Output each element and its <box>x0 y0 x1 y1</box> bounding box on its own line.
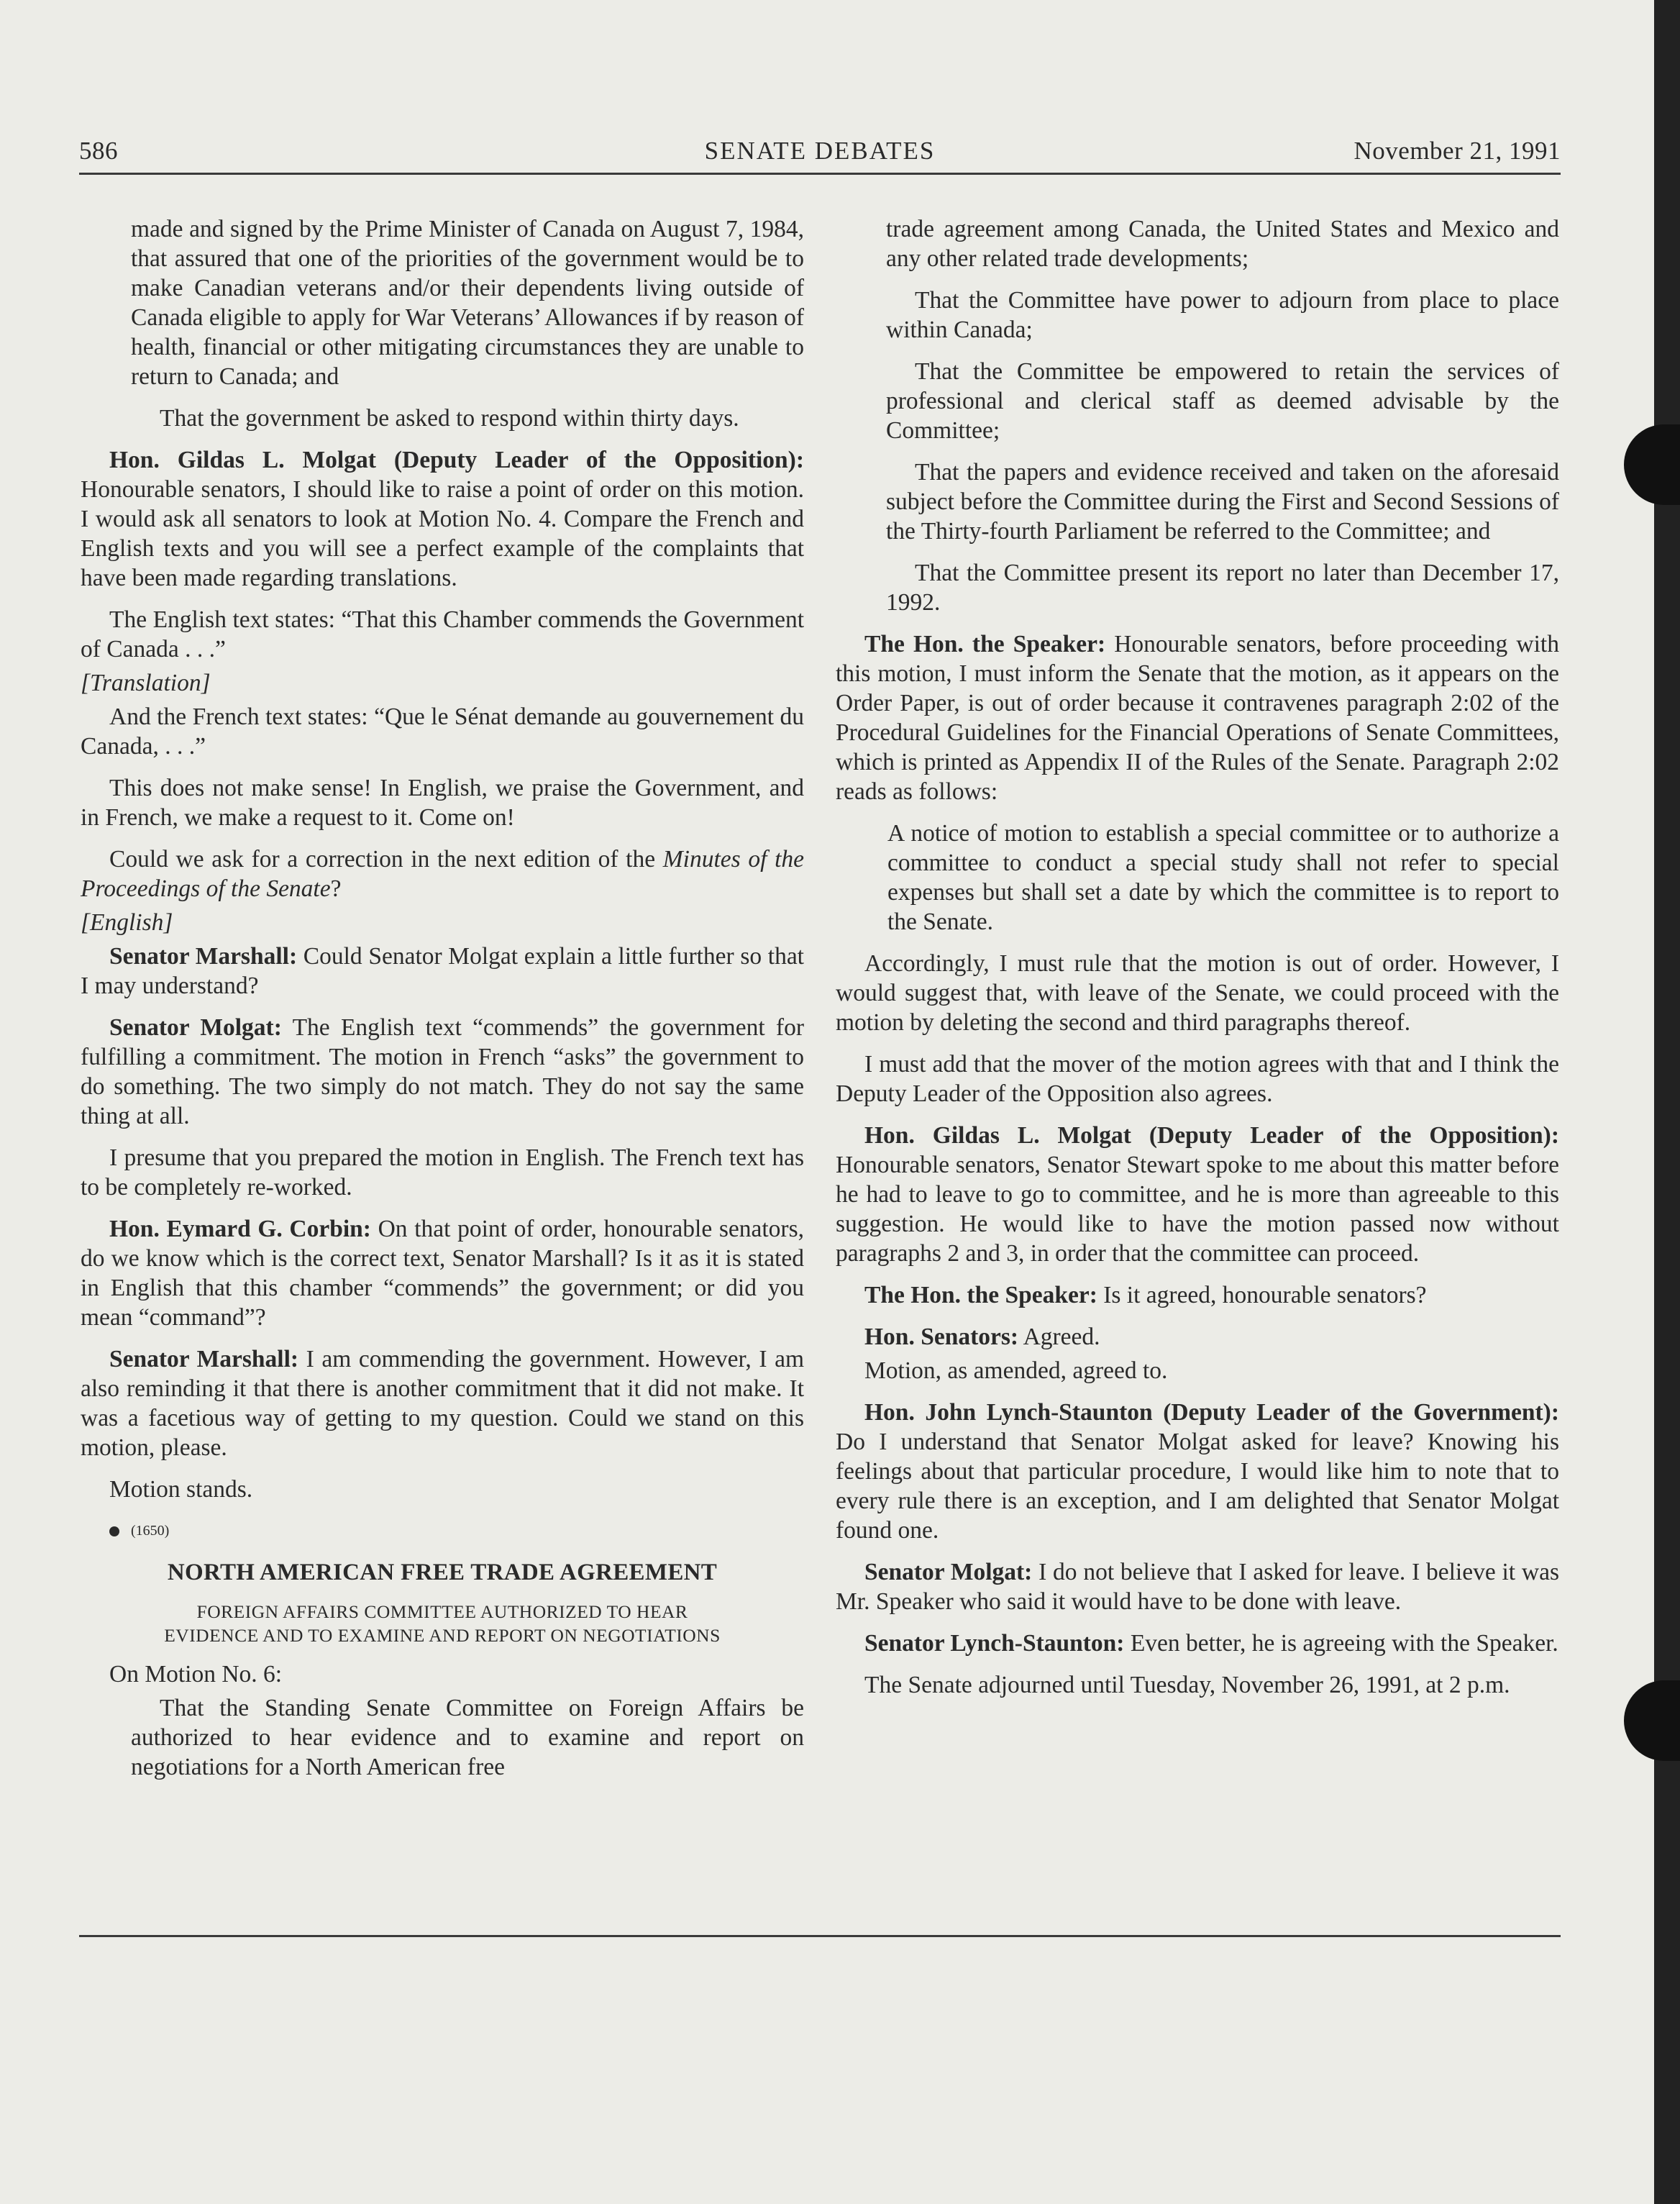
punch-hole <box>1624 424 1680 505</box>
motion-text: That the Committee present its report no later than December 17, 1992. <box>886 560 1559 616</box>
speech-paragraph: Accordingly, I must rule that the motion is out of order. However, I would suggest that, with leave of the Senate, we could proceed with the motion by deleting the second and third paragraphs thereof. <box>836 950 1559 1036</box>
header-date: November 21, 1991 <box>1353 137 1561 165</box>
speech-paragraph: Hon. John Lynch-Staunton (Deputy Leader of the Government): Do I understand that Senator Molgat asked for leave? Knowing his feelings about that particular procedure, I would like him to note that to every rule there is an exception, and I am delighted that Senator Molgat found one. <box>836 1399 1559 1544</box>
motion-text: made and signed by the Prime Minister of Canada on August 7, 1984, that assured that one of the priorities of the government would be to make Canadian veterans and/or their dependents living outside of Canada eligible to apply for War Veterans’ Allowances if by reason of health, financial or other mitigating circumstances they are unable to return to Canada; and <box>131 216 804 390</box>
language-tag: [English] <box>81 909 173 936</box>
quoted-guideline: A notice of motion to establish a special committee or to authorize a committee to conduct a special study shall not refer to special expenses but shall set a date by which the committee is to report to the Senate. <box>887 820 1559 935</box>
speech-paragraph: Senator Molgat: The English text “commends” the government for fulfilling a commitment. The motion in French “asks” the government to do something. The two simply do not match. They do not say the same thing at all. <box>81 1014 804 1129</box>
speaker-name: Hon. Eymard G. Corbin: <box>109 1216 371 1242</box>
speech-paragraph: Hon. Eymard G. Corbin: On that point of order, honourable senators, do we know which is the correct text, Senator Marshall? Is it as it is stated in English that this chamber “commends” the government; or did you mean “command”? <box>81 1216 804 1331</box>
speaker-name: Hon. Senators: <box>864 1324 1019 1350</box>
speech-paragraph: The English text states: “That this Chamber commends the Government of Canada . . .” <box>81 606 804 662</box>
speech-paragraph: Hon. Gildas L. Molgat (Deputy Leader of the Opposition): Honourable senators, Senator Stewart spoke to me about this matter before he had to leave to go to committee, and he is more than agreeable to this suggestion. He would like to have the motion passed now without paragraphs 2 and 3, in order that the committee can proceed. <box>836 1122 1559 1267</box>
section-subheading: FOREIGN AFFAIRS COMMITTEE AUTHORIZED TO HEAR EVIDENCE AND TO EXAMINE AND REPORT ON NEGOTIATIONS <box>164 1601 721 1646</box>
publication-title: SENATE DEBATES <box>704 137 936 165</box>
left-column <box>81 214 804 1794</box>
section-heading: NORTH AMERICAN FREE TRADE AGREEMENT <box>167 1559 718 1585</box>
speaker-name: Hon. John Lynch-Staunton (Deputy Leader of the Government): <box>864 1399 1559 1426</box>
speech-paragraph: The Senate adjourned until Tuesday, November 26, 1991, at 2 p.m. <box>864 1672 1510 1698</box>
page-number: 586 <box>79 137 118 165</box>
speaker-name: Senator Molgat: <box>109 1014 282 1041</box>
speaker-name: Senator Marshall: <box>109 943 298 970</box>
speaker-name: The Hon. the Speaker: <box>864 631 1106 657</box>
motion-text: That the government be asked to respond within thirty days. <box>160 405 739 432</box>
punch-hole <box>1624 1680 1680 1761</box>
speech-paragraph: Senator Lynch-Staunton: Even better, he is agreeing with the Speaker. <box>864 1630 1558 1657</box>
speaker-name: Senator Molgat: <box>864 1559 1033 1585</box>
speech-paragraph: Senator Marshall: I am commending the government. However, I am also reminding it that there is another commitment that it did not make. It was a facetious way of getting to my question. Could we stand on this motion, please. <box>81 1346 804 1461</box>
speech-paragraph: The Hon. the Speaker: Honourable senators, before proceeding with this motion, I must inform the Senate that the motion, as it appears on the Order Paper, is out of order because it contravenes paragraph 2:02 of the Procedural Guidelines for the Financial Operations of Senate Committees, which is printed as Appendix II of the Rules of the Senate. Paragraph 2:02 reads as follows: <box>836 631 1559 805</box>
footer-rule <box>79 1935 1561 1937</box>
speech-paragraph: The Hon. the Speaker: Is it agreed, honourable senators? <box>864 1282 1427 1308</box>
motion-text: That the Committee be empowered to retain the services of professional and clerical staff as deemed advisable by the Committee; <box>886 358 1559 444</box>
speech-paragraph: Senator Molgat: I do not believe that I asked for leave. I believe it was Mr. Speaker who said it would have to be done with leave. <box>836 1559 1559 1615</box>
motion-text: That the Standing Senate Committee on Foreign Affairs be authorized to hear evidence and to examine and report on negotiations for a North American free <box>131 1695 804 1780</box>
page-header <box>79 137 1561 177</box>
speaker-name: The Hon. the Speaker: <box>864 1282 1097 1308</box>
scan-edge <box>1654 0 1680 2204</box>
speech-paragraph: Hon. Gildas L. Molgat (Deputy Leader of the Opposition): Honourable senators, I should like to raise a point of order on this motion. I would ask all senators to look at Motion No. 4. Compare the French and English texts and you will see a perfect example of the complaints that have been made regarding translations. <box>81 447 804 591</box>
speech-paragraph: Motion stands. <box>109 1476 253 1503</box>
speaker-name: Senator Lynch-Staunton: <box>864 1630 1125 1657</box>
speech-paragraph: And the French text states: “Que le Sénat demande au gouvernement du Canada, . . .” <box>81 703 804 760</box>
speech-paragraph: This does not make sense! In English, we praise the Government, and in French, we make a request to it. Come on! <box>81 775 804 831</box>
timestamp: (1650) <box>81 1516 804 1546</box>
speech-paragraph: Motion, as amended, agreed to. <box>864 1357 1168 1384</box>
speech-paragraph: I must add that the mover of the motion agrees with that and I think the Deputy Leader of the Opposition also agrees. <box>836 1051 1559 1107</box>
motion-text: trade agreement among Canada, the United States and Mexico and any other related trade developments; <box>886 216 1559 272</box>
motion-text: That the papers and evidence received and taken on the aforesaid subject before the Committee during the First and Second Sessions of the Thirty-fourth Parliament be referred to the Committee; and <box>886 459 1559 545</box>
speech-paragraph: Senator Marshall: Could Senator Molgat explain a little further so that I may understand? <box>81 943 804 999</box>
speech-paragraph: I presume that you prepared the motion in English. The French text has to be completely re-worked. <box>81 1144 804 1201</box>
language-tag: [Translation] <box>81 670 211 696</box>
speech-paragraph: Could we ask for a correction in the next edition of the Minutes of the Proceedings of the Senate? <box>81 846 804 902</box>
speech-paragraph: Hon. Senators: Agreed. <box>864 1324 1100 1350</box>
right-column <box>836 214 1559 1712</box>
header-rule <box>79 173 1561 175</box>
motion-intro: On Motion No. 6: <box>109 1661 283 1688</box>
speaker-name: Hon. Gildas L. Molgat (Deputy Leader of the Opposition): <box>864 1122 1559 1149</box>
speaker-name: Senator Marshall: <box>109 1346 299 1372</box>
bullet-icon <box>109 1526 119 1536</box>
speaker-name: Hon. Gildas L. Molgat (Deputy Leader of the Opposition): <box>109 447 804 473</box>
motion-text: That the Committee have power to adjourn from place to place within Canada; <box>886 287 1559 343</box>
